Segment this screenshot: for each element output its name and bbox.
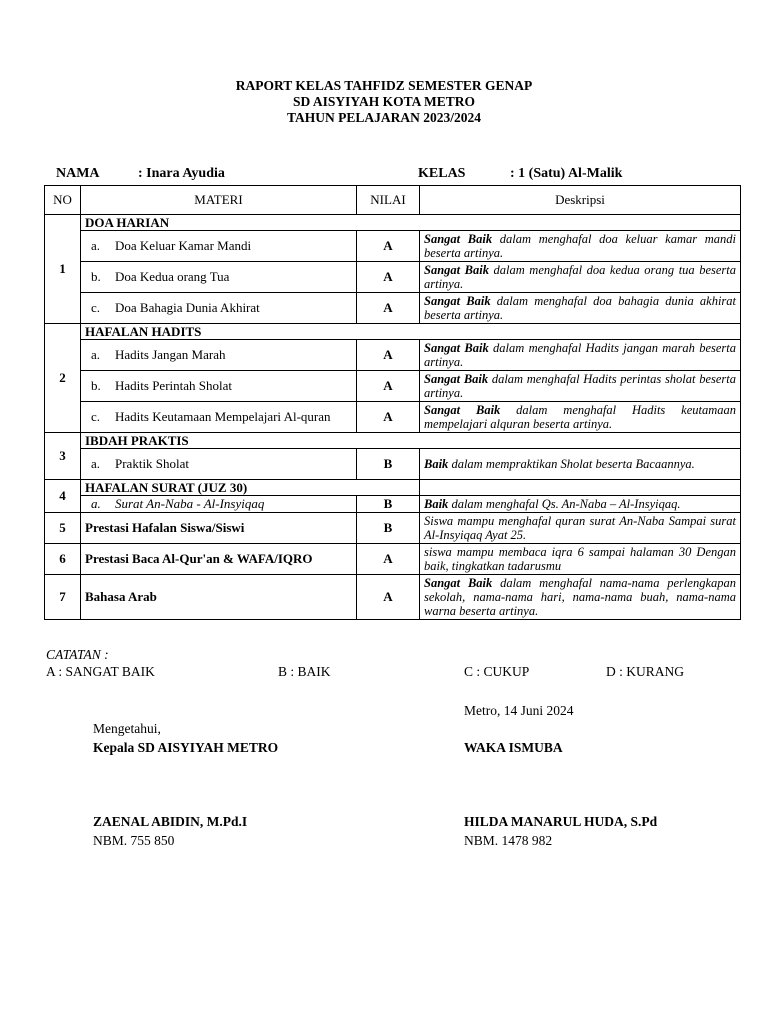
report-title-line1: RAPORT KELAS TAHFIDZ SEMESTER GENAP bbox=[235, 78, 533, 93]
grade-text: Baik bbox=[424, 457, 449, 471]
table-row bbox=[45, 231, 741, 262]
right-signer-nbm: NBM. 1478 982 bbox=[464, 833, 553, 848]
class-value: : 1 (Satu) Al-Malik bbox=[510, 166, 623, 181]
table-row bbox=[45, 371, 741, 402]
report-table bbox=[44, 185, 741, 620]
desc-text: dalam menghafal Hadits keutamaan mempelajari alquran beserta artinya. bbox=[424, 403, 736, 431]
table-row bbox=[45, 262, 741, 293]
section-title: HAFALAN SURAT (JUZ 30) bbox=[81, 480, 420, 496]
deskripsi-cell: Siswa mampu menghafal quran surat An-Naba Sampai surat Al-Insyiqaq Ayat 25. bbox=[420, 513, 741, 544]
section-title: IBDAH PRAKTIS bbox=[81, 433, 741, 449]
section-number: 4 bbox=[45, 480, 81, 513]
nilai-cell: A bbox=[357, 231, 420, 262]
section-title: DOA HARIAN bbox=[81, 215, 741, 231]
legend-c: C : CUKUP bbox=[464, 664, 530, 679]
notes-label: CATATAN : bbox=[46, 647, 109, 662]
item-materi: Praktik Sholat bbox=[115, 456, 190, 471]
row-number: 6 bbox=[45, 544, 81, 575]
grade-text: Sangat Baik bbox=[424, 341, 489, 355]
deskripsi-cell bbox=[420, 575, 741, 620]
nilai-cell: B bbox=[357, 449, 420, 480]
empty-cell bbox=[420, 480, 741, 496]
legend-a: A : SANGAT BAIK bbox=[46, 664, 155, 679]
row-number: 5 bbox=[45, 513, 81, 544]
desc-text: dalam menghafal Hadits perintas sholat beserta artinya. bbox=[424, 372, 736, 400]
nilai-cell: A bbox=[357, 575, 420, 620]
materi-cell bbox=[81, 449, 357, 480]
desc-text: dalam mempraktikan Sholat beserta Bacaannya. bbox=[448, 457, 695, 471]
nilai-cell: B bbox=[357, 496, 420, 513]
grade-text: Sangat Baik bbox=[424, 263, 489, 277]
table-row bbox=[45, 575, 741, 620]
item-materi: Hadits Keutamaan Mempelajari Al-quran bbox=[115, 409, 331, 424]
deskripsi-cell bbox=[420, 293, 741, 324]
grade-text: Sangat Baik bbox=[424, 294, 491, 308]
materi-cell bbox=[81, 402, 357, 433]
item-letter: b. bbox=[91, 269, 101, 284]
grade-text: Sangat Baik bbox=[424, 232, 493, 246]
grade-text: Sangat Baik bbox=[424, 576, 493, 590]
legend-d: D : KURANG bbox=[606, 664, 685, 679]
legend-b: B : BAIK bbox=[278, 664, 331, 679]
item-letter: a. bbox=[91, 238, 101, 253]
item-letter: a. bbox=[91, 496, 101, 511]
materi-cell bbox=[81, 496, 357, 513]
item-materi: Doa Kedua orang Tua bbox=[115, 269, 230, 284]
materi-cell: Prestasi Baca Al-Qur'an & WAFA/IQRO bbox=[81, 544, 357, 575]
table-header-row bbox=[45, 186, 741, 215]
section-number: 2 bbox=[45, 324, 81, 433]
grade-text: Sangat Baik bbox=[424, 403, 501, 417]
section-number: 3 bbox=[45, 433, 81, 480]
nilai-cell: A bbox=[357, 293, 420, 324]
col-materi-header: MATERI bbox=[81, 186, 357, 215]
report-title-line2: SD AISYIYAH KOTA METRO bbox=[293, 94, 475, 109]
nilai-cell: B bbox=[357, 513, 420, 544]
desc-text: dalam menghafal Hadits jangan marah beserta artinya. bbox=[424, 341, 736, 369]
left-signer-title: Kepala SD AISYIYAH METRO bbox=[93, 740, 279, 755]
desc-text: dalam menghafal doa bahagia dunia akhirat beserta artinya. bbox=[424, 294, 737, 322]
materi-cell bbox=[81, 293, 357, 324]
desc-text: dalam menghafal Qs. An-Naba – Al-Insyiqaq. bbox=[448, 497, 681, 511]
nilai-cell: A bbox=[357, 544, 420, 575]
materi-cell: Bahasa Arab bbox=[81, 575, 357, 620]
col-no-header: NO bbox=[45, 186, 81, 215]
deskripsi-cell: siswa mampu membaca iqra 6 sampai halaman 30 Dengan baik, tingkatkan tadarusmu bbox=[420, 544, 741, 575]
item-materi: Doa Bahagia Dunia Akhirat bbox=[115, 300, 260, 315]
section-row bbox=[45, 433, 741, 449]
name-value: : Inara Ayudia bbox=[138, 166, 225, 181]
table-row bbox=[45, 544, 741, 575]
report-title-line3: TAHUN PELAJARAN 2023/2024 bbox=[286, 110, 481, 125]
table-row bbox=[45, 449, 741, 480]
class-label: KELAS bbox=[418, 166, 466, 181]
grade-text: Baik bbox=[424, 497, 449, 511]
section-row bbox=[45, 215, 741, 231]
deskripsi-cell bbox=[420, 231, 741, 262]
item-materi: Doa Keluar Kamar Mandi bbox=[115, 238, 252, 253]
left-signer-nbm: NBM. 755 850 bbox=[93, 833, 175, 848]
table-row bbox=[45, 402, 741, 433]
materi-cell bbox=[81, 231, 357, 262]
row-number: 7 bbox=[45, 575, 81, 620]
left-signer-name: ZAENAL ABIDIN, M.Pd.I bbox=[93, 814, 248, 829]
deskripsi-cell bbox=[420, 496, 741, 513]
col-nilai-header: NILAI bbox=[357, 186, 420, 215]
item-letter: b. bbox=[91, 378, 101, 393]
nilai-cell: A bbox=[357, 402, 420, 433]
nilai-cell: A bbox=[357, 371, 420, 402]
item-letter: a. bbox=[91, 347, 101, 362]
nilai-cell: A bbox=[357, 340, 420, 371]
table-row bbox=[45, 293, 741, 324]
materi-cell bbox=[81, 262, 357, 293]
materi-cell: Prestasi Hafalan Siswa/Siswi bbox=[81, 513, 357, 544]
known-label: Mengetahui, bbox=[93, 721, 161, 736]
item-materi: Hadits Jangan Marah bbox=[115, 347, 226, 362]
place-date: Metro, 14 Juni 2024 bbox=[464, 703, 574, 718]
right-signer-name: HILDA MANARUL HUDA, S.Pd bbox=[464, 814, 658, 829]
col-deskripsi-header: Deskripsi bbox=[420, 186, 741, 215]
desc-text: dalam menghafal doa kedua orang tua beserta artinya. bbox=[424, 263, 736, 291]
table-row bbox=[45, 340, 741, 371]
deskripsi-cell bbox=[420, 449, 741, 480]
section-row bbox=[45, 324, 741, 340]
deskripsi-cell bbox=[420, 371, 741, 402]
item-materi: Hadits Perintah Sholat bbox=[115, 378, 232, 393]
deskripsi-cell bbox=[420, 262, 741, 293]
nilai-cell: A bbox=[357, 262, 420, 293]
table-row bbox=[45, 496, 741, 513]
item-letter: c. bbox=[91, 300, 101, 315]
name-label: NAMA bbox=[56, 166, 100, 181]
materi-cell bbox=[81, 371, 357, 402]
materi-cell bbox=[81, 340, 357, 371]
desc-text: dalam menghafal doa keluar kamar mandi beserta artinya. bbox=[424, 232, 736, 260]
item-letter: a. bbox=[91, 456, 101, 471]
section-number: 1 bbox=[45, 215, 81, 324]
section-title: HAFALAN HADITS bbox=[81, 324, 741, 340]
item-materi: Surat An-Naba - Al-Insyiqaq bbox=[115, 496, 265, 511]
right-signer-title: WAKA ISMUBA bbox=[464, 740, 563, 755]
deskripsi-cell bbox=[420, 402, 741, 433]
deskripsi-cell bbox=[420, 340, 741, 371]
item-letter: c. bbox=[91, 409, 101, 424]
grade-text: Sangat Baik bbox=[424, 372, 489, 386]
section-row bbox=[45, 480, 741, 496]
table-row bbox=[45, 513, 741, 544]
desc-text: dalam menghafal nama-nama perlengkapan sekolah, nama-nama hari, nama-nama buah, nama-nama warna beserta artinya. bbox=[424, 576, 736, 618]
